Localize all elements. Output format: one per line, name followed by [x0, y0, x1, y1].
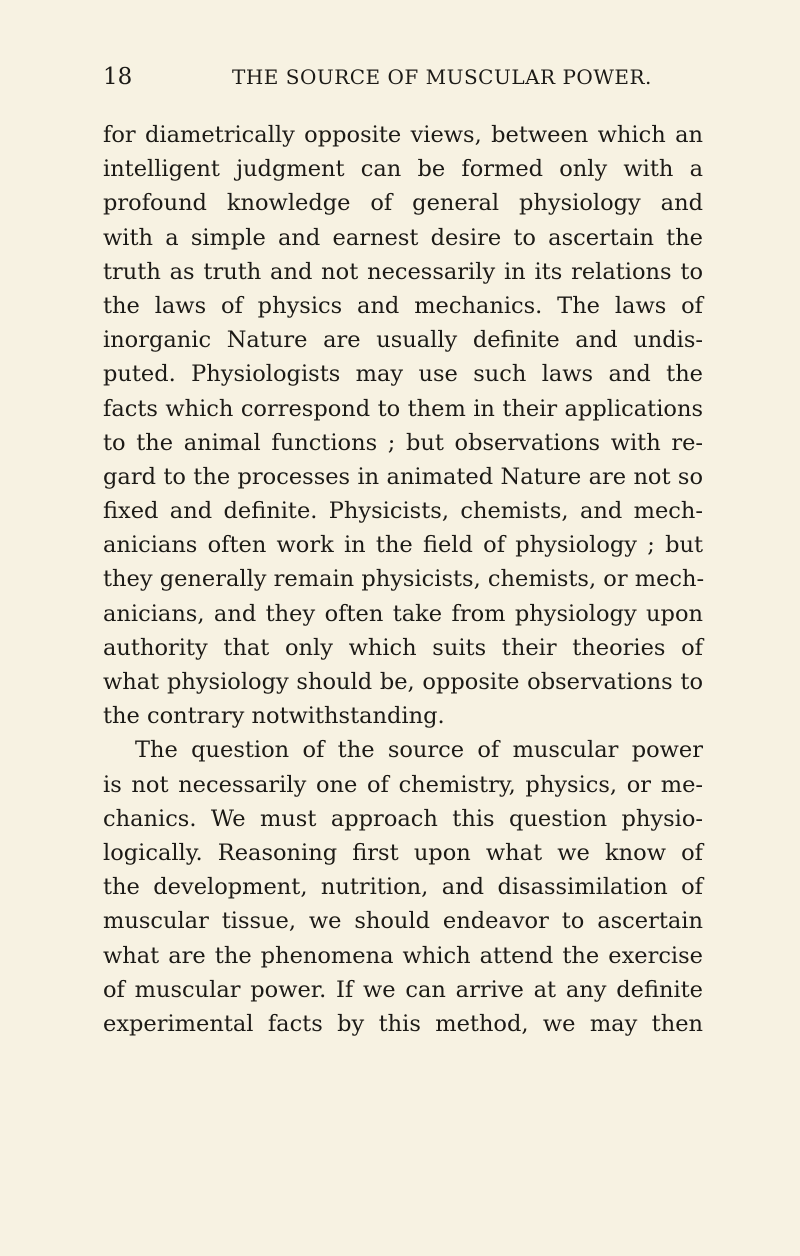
text-line: The question of the source of muscular power	[135, 737, 703, 764]
text-line: facts which correspond to them in their applications	[103, 395, 703, 422]
text-line: muscular tissue, we should endeavor to ascertain	[103, 908, 703, 935]
text-line: logically. Reasoning first upon what we know of	[103, 839, 703, 866]
text-line: the laws of physics and mechanics. The laws of	[103, 292, 703, 319]
body-text	[103, 118, 703, 1041]
paragraph-2	[103, 733, 703, 1041]
paragraph-1	[103, 118, 703, 733]
text-line: is not necessarily one of chemistry, physics, or me-	[103, 771, 703, 798]
text-line: puted. Physiologists may use such laws and the	[103, 361, 703, 388]
page-number: 18	[103, 64, 133, 90]
text-line: anicians often work in the field of physiology ; but	[103, 532, 703, 559]
text-line: the contrary notwithstanding.	[103, 703, 445, 730]
page-header	[0, 62, 800, 92]
text-line: the development, nutrition, and disassimilation of	[103, 874, 703, 901]
text-line: chanics. We must approach this question physio-	[103, 805, 703, 832]
text-line: experimental facts by this method, we may then	[103, 1010, 703, 1037]
text-line: inorganic Nature are usually definite and undis-	[103, 327, 703, 354]
text-line: what are the phenomena which attend the exercise	[103, 942, 703, 969]
text-line: what physiology should be, opposite observations to	[103, 669, 703, 695]
text-line: intelligent judgment can be formed only with a	[103, 156, 703, 183]
text-line: gard to the processes in animated Nature are not so	[103, 463, 703, 490]
text-line: they generally remain physicists, chemists, or mech-	[103, 566, 705, 593]
text-line: profound knowledge of general physiology and	[103, 190, 703, 217]
text-line: truth as truth and not necessarily in its relations to	[103, 258, 703, 285]
text-line: authority that only which suits their theories of	[103, 634, 703, 661]
text-line: for diametrically opposite views, between which an	[103, 122, 703, 148]
text-line: to the animal functions ; but observations with re-	[103, 429, 703, 456]
text-line: with a simple and earnest desire to ascertain the	[103, 224, 703, 251]
text-line: anicians, and they often take from physiology upon	[103, 600, 703, 627]
running-head: THE SOURCE OF MUSCULAR POWER.	[232, 65, 652, 89]
text-line: of muscular power. If we can arrive at any definite	[103, 976, 703, 1003]
text-line: fixed and definite. Physicists, chemists, and mech-	[103, 498, 703, 525]
